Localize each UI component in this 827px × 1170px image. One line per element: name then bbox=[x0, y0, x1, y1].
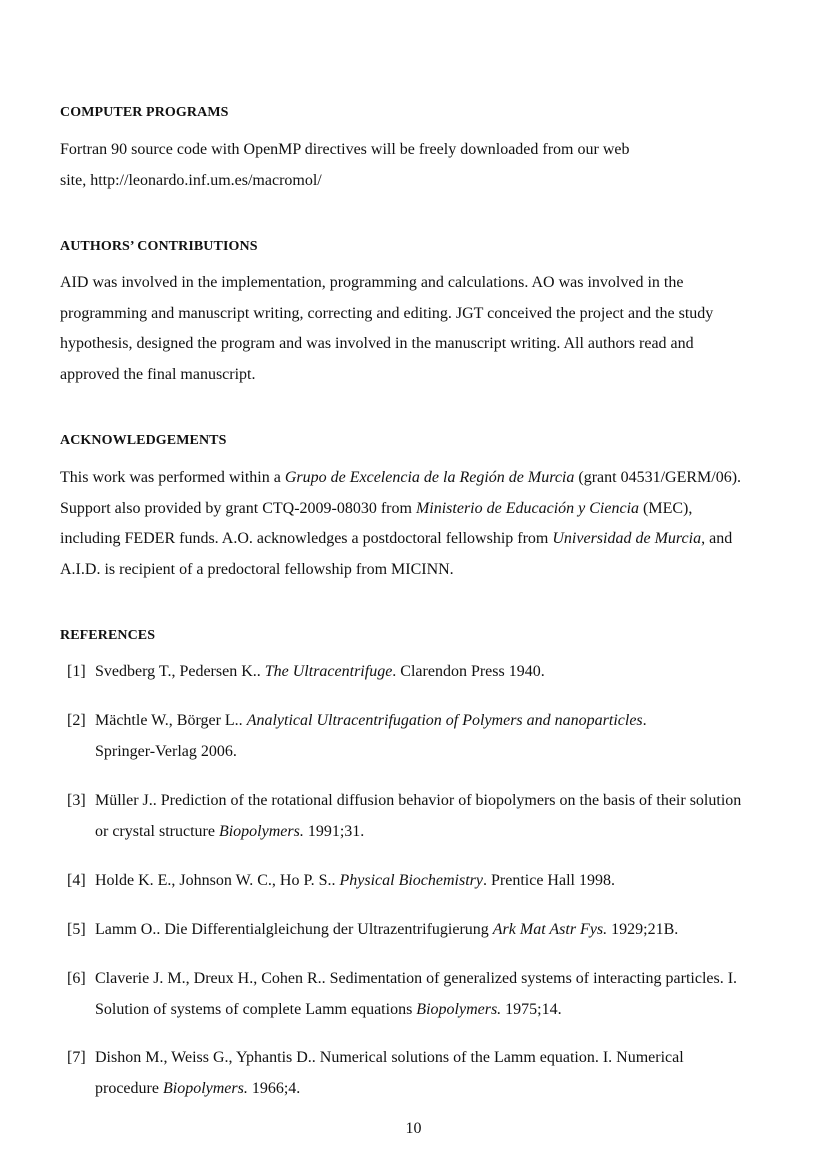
section-heading: COMPUTER PROGRAMS bbox=[60, 105, 229, 120]
reference-text: or crystal structure bbox=[95, 822, 219, 840]
section-computer-programs bbox=[60, 104, 770, 122]
reference-journal: Biopolymers. bbox=[162, 1079, 248, 1097]
acknowledgements-paragraph bbox=[60, 463, 772, 585]
reference-number: [2] bbox=[67, 712, 86, 729]
reference-punct: . bbox=[642, 712, 647, 729]
text-run: A.I.D. is recipient of a predoctoral fellowship from MICINN. bbox=[60, 560, 454, 578]
reference-journal: Ark Mat Astr Fys. bbox=[492, 921, 608, 938]
authors-contributions-paragraph bbox=[60, 268, 770, 390]
text-line: hypothesis, designed the program and was involved in the manuscript writing. All authors read and bbox=[60, 335, 694, 352]
section-authors-contributions bbox=[60, 238, 770, 256]
reference-year: 1975;14. bbox=[501, 1000, 562, 1018]
reference-text: Dishon M., Weiss G., Yphantis D.. Numerical solutions of the Lamm equation. I. Numerical bbox=[95, 1049, 684, 1066]
reference-year: 1929;21B. bbox=[607, 921, 679, 938]
text-line: AID was involved in the implementation, programming and calculations. AO was involved in the bbox=[60, 274, 684, 291]
reference-item bbox=[60, 706, 772, 767]
reference-item bbox=[60, 1043, 772, 1104]
reference-year: 1991;31. bbox=[303, 822, 365, 840]
text-run: , and bbox=[701, 530, 733, 547]
reference-text: Lamm O.. Die Differentialgleichung der Ultrazentrifugierung bbox=[95, 921, 493, 938]
text-run: including FEDER funds. A.O. acknowledges a postdoctoral fellowship from bbox=[60, 530, 553, 547]
text-run: (MEC), bbox=[639, 499, 693, 517]
reference-text: Solution of systems of complete Lamm equations bbox=[95, 1000, 417, 1018]
reference-authors: Svedberg T., Pedersen K.. bbox=[95, 663, 265, 680]
reference-number: [4] bbox=[67, 872, 86, 889]
reference-journal: Biopolymers. bbox=[416, 1000, 502, 1018]
section-references bbox=[60, 627, 770, 645]
reference-item bbox=[60, 657, 772, 688]
reference-publisher: . Prentice Hall 1998. bbox=[483, 872, 615, 889]
funder-name: Grupo de Excelencia de la Región de Murcia bbox=[284, 469, 575, 486]
text-run: (grant 04531/GERM/06). bbox=[574, 469, 742, 486]
text-run: Support also provided by grant CTQ-2009-08030 from bbox=[60, 499, 416, 517]
section-acknowledgements bbox=[60, 432, 770, 450]
page-number: 10 bbox=[405, 1120, 422, 1137]
funder-name: Ministerio de Educación y Ciencia bbox=[415, 499, 640, 517]
reference-number: [1] bbox=[67, 663, 86, 680]
reference-text: procedure bbox=[95, 1079, 163, 1097]
institution-name: Universidad de Murcia bbox=[552, 530, 702, 547]
reference-title: The Ultracentrifuge bbox=[264, 663, 393, 680]
section-heading: AUTHORS’ CONTRIBUTIONS bbox=[60, 239, 258, 254]
reference-item bbox=[60, 915, 772, 946]
section-heading: REFERENCES bbox=[60, 628, 156, 643]
reference-publisher: Springer-Verlag 2006. bbox=[95, 742, 237, 760]
reference-authors: Mächtle W., Börger L.. bbox=[95, 712, 247, 729]
reference-authors: Holde K. E., Johnson W. C., Ho P. S.. bbox=[95, 872, 340, 889]
text-line: programming and manuscript writing, correcting and editing. JGT conceived the project and the study bbox=[60, 304, 714, 322]
section-heading: ACKNOWLEDGEMENTS bbox=[60, 433, 227, 448]
reference-title: Physical Biochemistry bbox=[339, 872, 483, 889]
text-line: approved the final manuscript. bbox=[60, 365, 256, 383]
reference-item bbox=[60, 786, 772, 847]
reference-item bbox=[60, 866, 772, 897]
reference-number: [5] bbox=[67, 921, 86, 938]
reference-publisher: . Clarendon Press 1940. bbox=[392, 663, 545, 680]
reference-number: [7] bbox=[67, 1049, 86, 1066]
reference-item bbox=[60, 964, 772, 1025]
reference-text: Claverie J. M., Dreux H., Cohen R.. Sedimentation of generalized systems of interacting particles. I. bbox=[95, 970, 738, 987]
reference-journal: Biopolymers. bbox=[218, 822, 304, 840]
reference-text: Müller J.. Prediction of the rotational diffusion behavior of biopolymers on the basis of their solution bbox=[95, 792, 742, 809]
reference-title: Analytical Ultracentrifugation of Polymers and nanoparticles bbox=[246, 712, 643, 729]
reference-number: [6] bbox=[67, 970, 86, 987]
text-run: Fortran 90 source code with OpenMP directives will be freely downloaded from our web bbox=[60, 141, 630, 158]
text-run: This work was performed within a bbox=[60, 469, 285, 486]
computer-programs-paragraph bbox=[60, 135, 770, 196]
source-url-link[interactable]: http://leonardo.inf.um.es/macromol/ bbox=[90, 171, 322, 189]
reference-year: 1966;4. bbox=[247, 1079, 301, 1097]
text-run: site, bbox=[60, 171, 91, 189]
reference-number: [3] bbox=[67, 792, 86, 809]
